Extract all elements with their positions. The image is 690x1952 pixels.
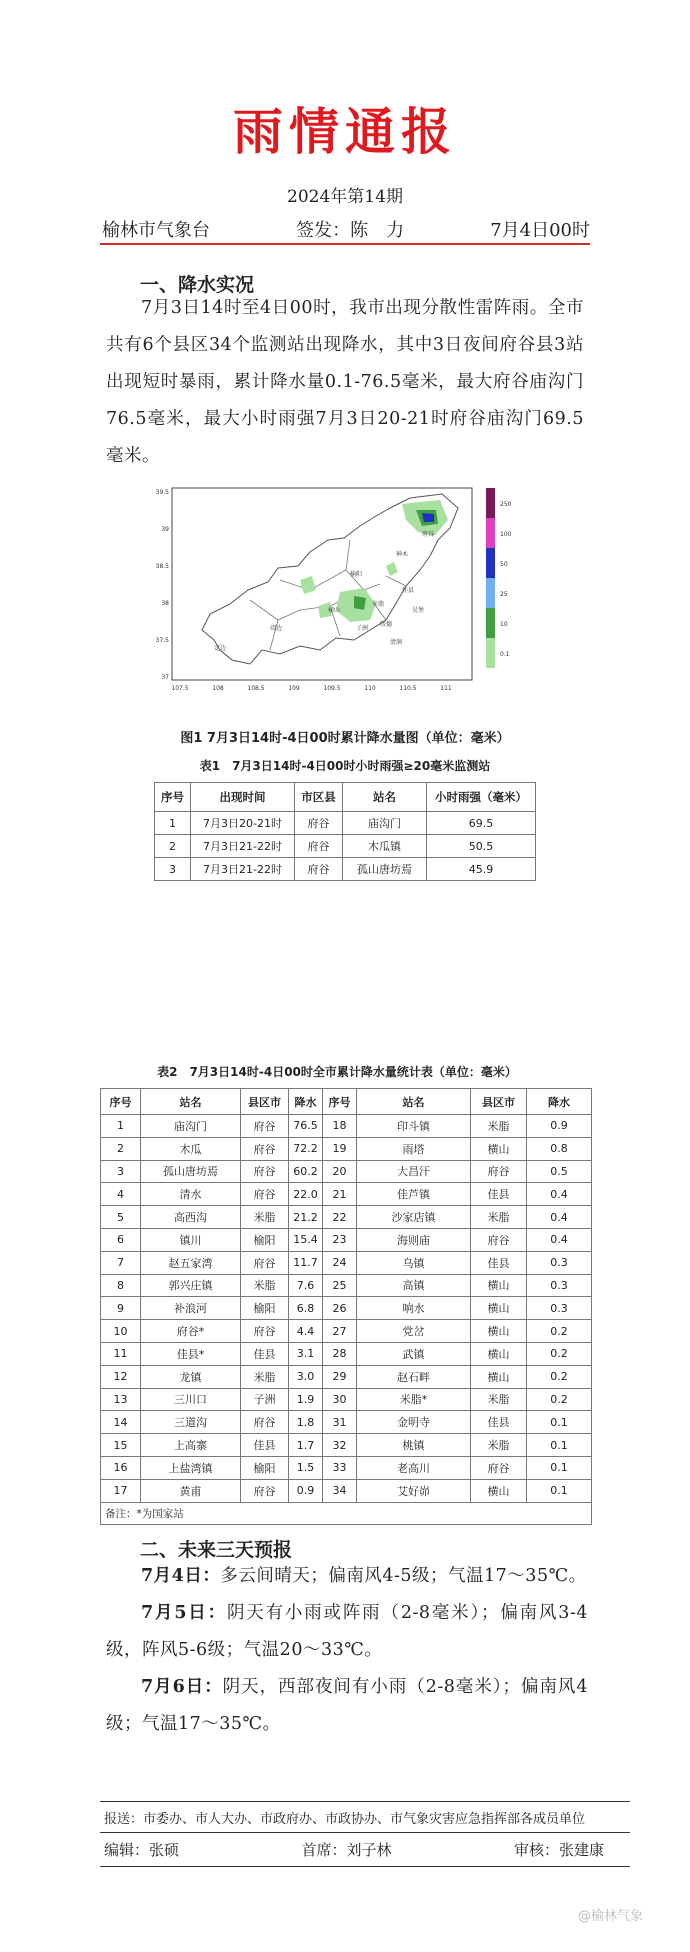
table-cell: 0.9 [527, 1115, 592, 1138]
table-cell: 1.5 [289, 1456, 323, 1479]
table-cell: 府谷 [241, 1160, 289, 1183]
table-cell: 7月3日21-22时 [191, 835, 295, 858]
lon-tick: 108.5 [247, 685, 265, 692]
rainfall-map [150, 480, 530, 720]
table-cell: 横山 [471, 1320, 527, 1343]
table-cell: 29 [323, 1365, 357, 1388]
table-cell: 横山 [471, 1342, 527, 1365]
forecast-day2 [106, 1595, 588, 1669]
legend-label: 0.1 [500, 651, 510, 658]
table-cell: 8 [101, 1274, 141, 1297]
table-cell: 府谷 [295, 812, 343, 835]
table-cell: 党岔 [357, 1320, 471, 1343]
table-cell: 庙沟门 [141, 1115, 241, 1138]
table-cell: 老高川 [357, 1456, 471, 1479]
table-cell: 25 [323, 1274, 357, 1297]
map-label: 府谷 [422, 531, 435, 538]
legend-swatch [486, 518, 495, 548]
table-cell: 孤山唐坊焉 [141, 1160, 241, 1183]
table-cell: 艾好峁 [357, 1479, 471, 1502]
table-row [101, 1342, 592, 1365]
table2-header-row [101, 1089, 592, 1115]
table-cell: 0.1 [527, 1479, 592, 1502]
lat-tick: 39 [161, 526, 169, 533]
table1-header-cell: 序号 [155, 783, 191, 812]
table2-header-cell: 站名 [141, 1089, 241, 1115]
signer: 签发：陈 力 [296, 220, 405, 241]
table-cell: 高镇 [357, 1274, 471, 1297]
table-cell: 0.5 [527, 1160, 592, 1183]
map-label: 靖边 [270, 625, 283, 632]
table-cell: 响水 [357, 1297, 471, 1320]
table-cell: 11 [101, 1342, 141, 1365]
table-cell: 横山 [471, 1365, 527, 1388]
table-cell: 米脂 [471, 1434, 527, 1457]
table-cell: 32 [323, 1434, 357, 1457]
table-cell: 4 [101, 1183, 141, 1206]
table-cell: 佳县 [471, 1411, 527, 1434]
table-cell: 大昌汗 [357, 1160, 471, 1183]
table-cell: 米脂 [471, 1206, 527, 1229]
table-cell: 34 [323, 1479, 357, 1502]
table-cell: 0.4 [527, 1183, 592, 1206]
table-cell: 18 [323, 1115, 357, 1138]
table-row [101, 1479, 592, 1502]
table-cell: 府谷 [241, 1320, 289, 1343]
table-cell: 榆阳 [241, 1297, 289, 1320]
table-cell: 28 [323, 1342, 357, 1365]
table2-caption: 表2 7月3日14时-4日00时全市累计降水量统计表（单位：毫米） [157, 1065, 517, 1079]
table-cell: 府谷 [241, 1137, 289, 1160]
map-label: 米脂 [372, 601, 385, 608]
forecast-day3-text: 阴天，西部夜间有小雨（2-8毫米）；偏南风4级；气温17～35℃。 [106, 1677, 588, 1734]
table-cell: 上盐湾镇 [141, 1456, 241, 1479]
map-label: 吴堡 [412, 607, 425, 614]
editors-row [104, 1839, 604, 1860]
table-cell: 72.2 [289, 1137, 323, 1160]
table-cell: 横山 [471, 1297, 527, 1320]
table-row [155, 812, 536, 835]
table-cell: 榆阳 [241, 1228, 289, 1251]
table-cell: 三川口 [141, 1388, 241, 1411]
table-cell: 郭兴庄镇 [141, 1274, 241, 1297]
section1-text: 7月3日14时至4日00时，我市出现分散性雷阵雨。全市共有6个县区34个监测站出现降水，其中3日夜间府谷县3站出现短时暴雨，累计降水量0.1-76.5毫米，最大府谷庙沟门76.5毫米，最大小时雨强7月3日20-21时府谷庙沟门69.5毫米。 [106, 298, 584, 466]
table-cell: 26 [323, 1297, 357, 1320]
table-cell: 孤山唐坊焉 [343, 858, 427, 881]
table-cell: 府谷 [241, 1479, 289, 1502]
table-cell: 木瓜 [141, 1137, 241, 1160]
lon-tick: 110 [364, 685, 376, 692]
table-cell: 三道沟 [141, 1411, 241, 1434]
report-title: 雨情通报 [233, 103, 457, 161]
map-label: 子洲 [356, 625, 369, 632]
lon-ticks [171, 685, 452, 692]
rain-area-heavy [422, 513, 434, 522]
table-cell: 5 [101, 1206, 141, 1229]
table-row [101, 1115, 592, 1138]
lat-tick: 38.5 [155, 563, 169, 570]
table-cell: 50.5 [427, 835, 536, 858]
table-cell: 米脂 [471, 1115, 527, 1138]
table-cell: 府谷 [241, 1251, 289, 1274]
rain-area-medium-2 [354, 596, 366, 610]
table-cell: 府谷 [471, 1228, 527, 1251]
map-legend [486, 488, 512, 668]
table-cell: 金明寺 [357, 1411, 471, 1434]
table-cell: 佳芦镇 [357, 1183, 471, 1206]
table-cell: 米脂 [241, 1274, 289, 1297]
table-row [101, 1320, 592, 1343]
footer-rule-mid [100, 1832, 630, 1833]
table-cell: 0.3 [527, 1297, 592, 1320]
issue-number: 2024年第14期 [287, 187, 403, 207]
table-cell: 27 [323, 1320, 357, 1343]
table2-header-cell: 县区市 [471, 1089, 527, 1115]
table2-header-cell: 降水 [527, 1089, 592, 1115]
table-row [101, 1434, 592, 1457]
forecast-day1-label: 7月4日： [141, 1566, 221, 1586]
table-cell: 赵五家湾 [141, 1251, 241, 1274]
table2-header-cell: 站名 [357, 1089, 471, 1115]
table-cell: 1.8 [289, 1411, 323, 1434]
map-label: 神木 [396, 551, 409, 558]
table-cell: 3.1 [289, 1342, 323, 1365]
table-cell: 30 [323, 1388, 357, 1411]
lat-tick: 38 [161, 600, 169, 607]
reviewer: 首席：刘子林 [301, 1841, 392, 1859]
table-row [101, 1297, 592, 1320]
table-row [101, 1160, 592, 1183]
table-cell: 上高寨 [141, 1434, 241, 1457]
table-cell: 府谷* [141, 1320, 241, 1343]
table-cell: 佳县 [241, 1342, 289, 1365]
table-cell: 佳县 [241, 1434, 289, 1457]
table-cell: 14 [101, 1411, 141, 1434]
table1 [154, 782, 536, 881]
table-cell: 横山 [471, 1479, 527, 1502]
table-cell: 21.2 [289, 1206, 323, 1229]
table-cell: 69.5 [427, 812, 536, 835]
rainfall-map-svg [150, 480, 530, 720]
table-cell: 府谷 [471, 1456, 527, 1479]
approver: 审核：张建康 [513, 1841, 604, 1859]
legend-swatch [486, 638, 495, 668]
legend-label: 25 [500, 591, 508, 598]
table-cell: 榆阳 [241, 1456, 289, 1479]
table-cell: 22.0 [289, 1183, 323, 1206]
table1-header-cell: 出现时间 [191, 783, 295, 812]
table-cell: 7 [101, 1251, 141, 1274]
table-row [101, 1411, 592, 1434]
table-cell: 府谷 [241, 1411, 289, 1434]
table-cell: 府谷 [471, 1160, 527, 1183]
legend-swatch [486, 578, 495, 608]
table-cell: 33 [323, 1456, 357, 1479]
table1-header-cell: 小时雨强（毫米） [427, 783, 536, 812]
lat-tick: 37 [161, 674, 169, 681]
lon-tick: 110.5 [399, 685, 417, 692]
legend-swatch [486, 488, 495, 518]
legend-swatch [486, 608, 495, 638]
table-cell: 6.8 [289, 1297, 323, 1320]
table2-header-cell: 序号 [101, 1089, 141, 1115]
map-label: 定边 [214, 645, 227, 652]
forecast-day2-label: 7月5日： [141, 1603, 227, 1623]
table-cell: 赵石畔 [357, 1365, 471, 1388]
table-cell: 0.3 [527, 1274, 592, 1297]
footer-rule-top [100, 1801, 630, 1802]
table-cell: 0.8 [527, 1137, 592, 1160]
table-row [101, 1228, 592, 1251]
legend-label: 10 [500, 621, 508, 628]
lon-tick: 109.5 [323, 685, 341, 692]
table-row [101, 1251, 592, 1274]
lon-tick: 107.5 [171, 685, 189, 692]
lat-tick: 37.5 [155, 637, 169, 644]
table-cell: 60.2 [289, 1160, 323, 1183]
table-cell: 镇川 [141, 1228, 241, 1251]
table-cell: 府谷 [241, 1183, 289, 1206]
footer-rule-bottom [100, 1866, 630, 1867]
table-row [101, 1388, 592, 1411]
table-cell: 0.1 [527, 1456, 592, 1479]
table-cell: 0.4 [527, 1206, 592, 1229]
table-cell: 10 [101, 1320, 141, 1343]
table-cell: 桃镇 [357, 1434, 471, 1457]
table-cell: 19 [323, 1137, 357, 1160]
table-cell: 乌镇 [357, 1251, 471, 1274]
send-list: 报送：市委办、市人大办、市政府办、市政协办、市气象灾害应急指挥部各成员单位 [104, 1812, 586, 1827]
table1-header-cell: 站名 [343, 783, 427, 812]
table2-header-cell: 县区市 [241, 1089, 289, 1115]
table-row [101, 1365, 592, 1388]
table-row [155, 858, 536, 881]
table-cell: 横山 [471, 1137, 527, 1160]
table-cell: 3 [101, 1160, 141, 1183]
legend-label: 50 [500, 561, 508, 568]
table-cell: 0.3 [527, 1251, 592, 1274]
lat-tick: 39.5 [155, 489, 169, 496]
forecast-day1-text: 多云间晴天；偏南风4-5级；气温17～35℃。 [220, 1566, 587, 1586]
table-cell: 0.1 [527, 1434, 592, 1457]
table-cell: 1.9 [289, 1388, 323, 1411]
table2-header-cell: 降水 [289, 1089, 323, 1115]
table-cell: 庙沟门 [343, 812, 427, 835]
table-cell: 雨塔 [357, 1137, 471, 1160]
meta-row [102, 216, 590, 242]
table-cell: 3.0 [289, 1365, 323, 1388]
table2-header-cell: 序号 [323, 1089, 357, 1115]
table-row [101, 1137, 592, 1160]
header-rule [100, 243, 590, 245]
table-cell: 佳县 [471, 1251, 527, 1274]
table-cell: 3 [155, 858, 191, 881]
map-label: 横山 [328, 607, 341, 614]
table-cell: 9 [101, 1297, 141, 1320]
table-cell: 清水 [141, 1183, 241, 1206]
table-cell: 2 [101, 1137, 141, 1160]
map-label: 清涧 [390, 639, 403, 646]
table1-header-row [155, 783, 536, 812]
table-cell: 0.9 [289, 1479, 323, 1502]
forecast-day1 [106, 1558, 588, 1595]
watermark: @榆林气象 [578, 1909, 644, 1924]
table-cell: 23 [323, 1228, 357, 1251]
table-cell: 1.7 [289, 1434, 323, 1457]
table-cell: 补浪河 [141, 1297, 241, 1320]
table1-caption: 表1 7月3日14时-4日00时小时雨强≥20毫米监测站 [199, 759, 491, 773]
issue-time: 7月4日00时 [490, 220, 590, 241]
table-cell: 4.4 [289, 1320, 323, 1343]
org-name: 榆林市气象台 [102, 220, 210, 241]
section2-heading: 二、未来三天预报 [140, 1539, 293, 1561]
table-row [101, 1274, 592, 1297]
table-cell: 15 [101, 1434, 141, 1457]
figure-caption: 图1 7月3日14时-4日00时累计降水量图（单位：毫米） [180, 731, 510, 746]
legend-swatch [486, 548, 495, 578]
table-row [101, 1206, 592, 1229]
editor: 编辑：张硕 [104, 1841, 180, 1859]
lon-tick: 108 [212, 685, 224, 692]
table-cell: 13 [101, 1388, 141, 1411]
table-cell: 7.6 [289, 1274, 323, 1297]
forecast-day2-text: 阴天有小雨或阵雨（2-8毫米）；偏南风3-4级，阵风5-6级；气温20～33℃。 [106, 1603, 588, 1660]
table-cell: 海则庙 [357, 1228, 471, 1251]
table-cell: 1 [155, 812, 191, 835]
table-cell: 16 [101, 1456, 141, 1479]
table-cell: 横山 [471, 1274, 527, 1297]
table-cell: 沙家店镇 [357, 1206, 471, 1229]
table-cell: 米脂 [241, 1206, 289, 1229]
table-cell: 龙镇 [141, 1365, 241, 1388]
table-cell: 24 [323, 1251, 357, 1274]
table-cell: 武镇 [357, 1342, 471, 1365]
legend-label: 100 [500, 531, 512, 538]
map-label: 榆阳 [350, 571, 363, 578]
table-cell: 高西沟 [141, 1206, 241, 1229]
table-cell: 21 [323, 1183, 357, 1206]
table-cell: 7月3日20-21时 [191, 812, 295, 835]
table-cell: 0.2 [527, 1365, 592, 1388]
table-row [101, 1456, 592, 1479]
table-cell: 黄甫 [141, 1479, 241, 1502]
section1-heading: 一、降水实况 [140, 274, 255, 296]
table2-note: 备注：*为国家站 [101, 1502, 592, 1525]
lon-tick: 109 [288, 685, 300, 692]
table1-header-cell: 市区县 [295, 783, 343, 812]
map-label: 绥德 [380, 621, 393, 628]
table2-note-row [101, 1502, 592, 1525]
table-cell: 子洲 [241, 1388, 289, 1411]
table-cell: 20 [323, 1160, 357, 1183]
table-cell: 1 [101, 1115, 141, 1138]
table-cell: 11.7 [289, 1251, 323, 1274]
table-cell: 米脂* [357, 1388, 471, 1411]
table-row [101, 1183, 592, 1206]
table-cell: 31 [323, 1411, 357, 1434]
legend-label: 250 [500, 501, 512, 508]
table-cell: 0.2 [527, 1388, 592, 1411]
table-cell: 22 [323, 1206, 357, 1229]
table-cell: 6 [101, 1228, 141, 1251]
table-row [155, 835, 536, 858]
forecast-day3 [106, 1669, 588, 1743]
table-cell: 府谷 [241, 1115, 289, 1138]
table-cell: 米脂 [471, 1388, 527, 1411]
table-cell: 0.2 [527, 1320, 592, 1343]
table-cell: 0.2 [527, 1342, 592, 1365]
table-cell: 2 [155, 835, 191, 858]
table-cell: 印斗镇 [357, 1115, 471, 1138]
table-cell: 0.4 [527, 1228, 592, 1251]
table-cell: 76.5 [289, 1115, 323, 1138]
table2 [100, 1088, 592, 1525]
lat-ticks [156, 489, 170, 681]
table-cell: 7月3日21-22时 [191, 858, 295, 881]
table-cell: 米脂 [241, 1365, 289, 1388]
table-cell: 府谷 [295, 858, 343, 881]
table-cell: 12 [101, 1365, 141, 1388]
table-cell: 15.4 [289, 1228, 323, 1251]
table-cell: 佳县* [141, 1342, 241, 1365]
lon-tick: 111 [440, 685, 452, 692]
map-label: 佳县 [402, 587, 415, 594]
forecast-day3-label: 7月6日： [141, 1677, 223, 1697]
table-cell: 佳县 [471, 1183, 527, 1206]
table-cell: 45.9 [427, 858, 536, 881]
table-cell: 0.1 [527, 1411, 592, 1434]
table-cell: 17 [101, 1479, 141, 1502]
table-cell: 木瓜镇 [343, 835, 427, 858]
table-cell: 府谷 [295, 835, 343, 858]
